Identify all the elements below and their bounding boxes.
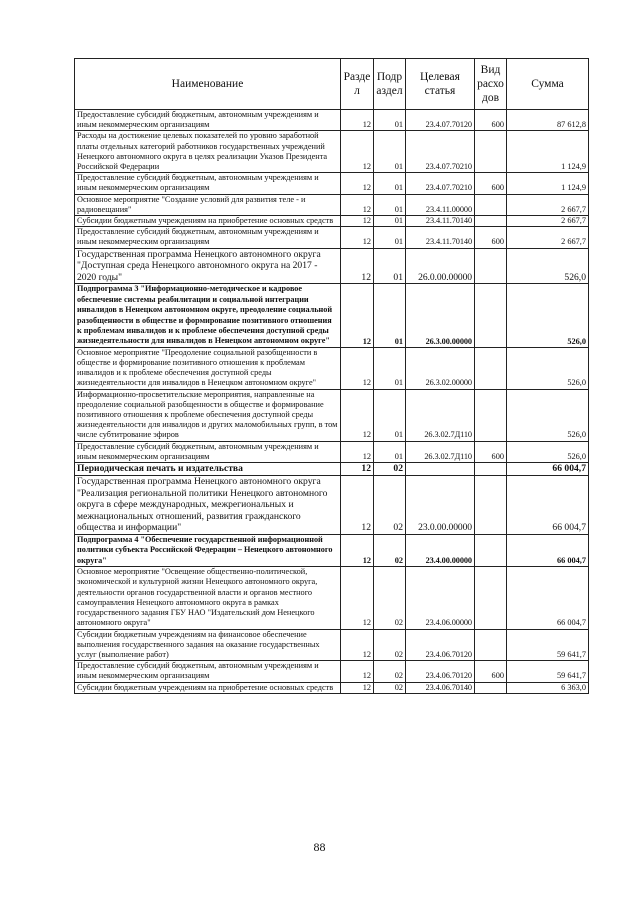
- header-subsection: Подр аздел: [374, 59, 406, 110]
- row-target-article: 23.4.06.70120: [406, 661, 475, 682]
- row-amount: 526,0: [507, 347, 589, 389]
- row-subsection: 02: [374, 463, 406, 476]
- row-section: 12: [341, 173, 374, 194]
- row-name: Информационно-просветительские мероприятия, направленные на преодоление социальной разобщенности в обществе и формирование позитивного отношения к проблеме обеспечения доступной среды жизнедеятельности для инвалидов и других маломобильных групп, в том числе субтитрование эфиров: [75, 389, 341, 441]
- row-expense-type: [475, 389, 507, 441]
- row-expense-type: [475, 682, 507, 693]
- row-name: Субсидии бюджетным учреждениям на приобретение основных средств: [75, 216, 341, 227]
- row-amount: 87 612,8: [507, 110, 589, 131]
- row-subsection: 01: [374, 110, 406, 131]
- row-name: Предоставление субсидий бюджетным, автономным учреждениям и иным некоммерческим организациям: [75, 661, 341, 682]
- row-name: Подпрограмма 4 "Обеспечение государственной информационной политики субъекта Российской Федерации – Ненецкого автономного округа": [75, 535, 341, 567]
- row-subsection: 01: [374, 194, 406, 215]
- row-amount: 66 004,7: [507, 463, 589, 476]
- table-row: [75, 661, 589, 682]
- row-section: 12: [341, 284, 374, 347]
- row-name: Субсидии бюджетным учреждениям на финансовое обеспечение выполнения государственного задания на оказание государственных услуг (выполнение работ): [75, 629, 341, 661]
- row-expense-type: 600: [475, 441, 507, 462]
- row-amount: 1 124,9: [507, 173, 589, 194]
- row-expense-type: 600: [475, 110, 507, 131]
- table-row: [75, 682, 589, 693]
- row-subsection: 01: [374, 173, 406, 194]
- row-section: 12: [341, 194, 374, 215]
- row-expense-type: [475, 347, 507, 389]
- row-expense-type: [475, 476, 507, 535]
- table-row: [75, 389, 589, 441]
- row-name: Государственная программа Ненецкого автономного округа "Реализация региональной политики Ненецкого автономного округа в сфере международных, межрегиональных и межнациональных отношений, развития гражданского общества и информации": [75, 476, 341, 535]
- row-target-article: 26.3.02.7Д110: [406, 441, 475, 462]
- row-name: Государственная программа Ненецкого автономного округа "Доступная среда Ненецкого автономного округа на 2017 - 2020 годы": [75, 248, 341, 284]
- row-expense-type: [475, 248, 507, 284]
- row-name: Предоставление субсидий бюджетным, автономным учреждениям и иным некоммерческим организациям: [75, 173, 341, 194]
- row-subsection: 01: [374, 441, 406, 462]
- row-target-article: 23.0.00.00000: [406, 476, 475, 535]
- row-amount: 526,0: [507, 389, 589, 441]
- budget-table: [74, 58, 589, 694]
- row-amount: 2 667,7: [507, 216, 589, 227]
- row-target-article: 23.4.11.00000: [406, 194, 475, 215]
- row-name: Периодическая печать и издательства: [75, 463, 341, 476]
- row-expense-type: 600: [475, 661, 507, 682]
- row-subsection: 02: [374, 476, 406, 535]
- row-section: 12: [341, 567, 374, 629]
- row-name: Предоставление субсидий бюджетным, автономным учреждениям и иным некоммерческим организациям: [75, 441, 341, 462]
- row-subsection: 01: [374, 131, 406, 173]
- row-section: 12: [341, 629, 374, 661]
- row-subsection: 02: [374, 682, 406, 693]
- row-amount: 66 004,7: [507, 535, 589, 567]
- table-row: [75, 629, 589, 661]
- row-expense-type: [475, 567, 507, 629]
- row-subsection: 01: [374, 248, 406, 284]
- header-amount: Сумма: [507, 59, 589, 110]
- header-expense-type: Вид расхо дов: [475, 59, 507, 110]
- table-row: [75, 284, 589, 347]
- table-row: [75, 347, 589, 389]
- row-name: Субсидии бюджетным учреждениям на приобретение основных средств: [75, 682, 341, 693]
- row-section: 12: [341, 441, 374, 462]
- row-section: 12: [341, 476, 374, 535]
- row-section: 12: [341, 661, 374, 682]
- row-subsection: 02: [374, 535, 406, 567]
- row-target-article: 26.3.02.7Д110: [406, 389, 475, 441]
- table-row: [75, 463, 589, 476]
- table-row: [75, 567, 589, 629]
- row-target-article: 23.4.06.70140: [406, 682, 475, 693]
- row-expense-type: [475, 131, 507, 173]
- table-row: [75, 110, 589, 131]
- row-section: 12: [341, 347, 374, 389]
- row-amount: 2 667,7: [507, 194, 589, 215]
- header-name: Наименование: [75, 59, 341, 110]
- table-header-row: [75, 59, 589, 110]
- row-subsection: 01: [374, 227, 406, 248]
- row-section: 12: [341, 216, 374, 227]
- row-target-article: 26.0.00.00000: [406, 248, 475, 284]
- row-target-article: 23.4.00.00000: [406, 535, 475, 567]
- row-expense-type: [475, 463, 507, 476]
- row-section: 12: [341, 248, 374, 284]
- row-section: 12: [341, 535, 374, 567]
- table-row: [75, 441, 589, 462]
- row-amount: 526,0: [507, 441, 589, 462]
- row-section: 12: [341, 389, 374, 441]
- row-section: 12: [341, 682, 374, 693]
- row-expense-type: [475, 535, 507, 567]
- row-target-article: 23.4.11.70140: [406, 216, 475, 227]
- row-target-article: 26.3.02.00000: [406, 347, 475, 389]
- table-row: [75, 535, 589, 567]
- header-section: Разде л: [341, 59, 374, 110]
- table-body: [75, 110, 589, 694]
- row-subsection: 02: [374, 629, 406, 661]
- row-expense-type: [475, 629, 507, 661]
- row-target-article: [406, 463, 475, 476]
- row-target-article: 23.4.07.70210: [406, 173, 475, 194]
- row-section: 12: [341, 463, 374, 476]
- row-target-article: 23.4.06.70120: [406, 629, 475, 661]
- row-name: Предоставление субсидий бюджетным, автономным учреждениям и иным некоммерческим организациям: [75, 110, 341, 131]
- row-amount: 526,0: [507, 284, 589, 347]
- row-expense-type: [475, 284, 507, 347]
- row-amount: 526,0: [507, 248, 589, 284]
- table-row: [75, 216, 589, 227]
- row-expense-type: 600: [475, 227, 507, 248]
- table-row: [75, 173, 589, 194]
- row-name: Подпрограмма 3 "Информационно-методическое и кадровое обеспечение системы реабилитации и социальной интеграции инвалидов в Ненецком автономном округе, преодоление социальной разобщенности в обществе и формирование позитивного отношения к проблемам инвалидов и к проблеме обеспечения доступной среды жизнедеятельности для инвалидов в Ненецком автономном округе": [75, 284, 341, 347]
- row-amount: 59 641,7: [507, 661, 589, 682]
- row-subsection: 01: [374, 284, 406, 347]
- row-subsection: 01: [374, 389, 406, 441]
- row-amount: 66 004,7: [507, 476, 589, 535]
- row-name: Основное мероприятие "Освещение общественно-политической, экономической и культурной жизни Ненецкого автономного округа, деятельности органов государственной власти и органов местного самоуправления Ненецкого автономного округа в рамках государственного задания ГБУ НАО "Издательский дом Ненецкого автономного округа": [75, 567, 341, 629]
- row-section: 12: [341, 227, 374, 248]
- document-page: [74, 58, 588, 694]
- table-row: [75, 248, 589, 284]
- row-subsection: 01: [374, 347, 406, 389]
- row-subsection: 01: [374, 216, 406, 227]
- row-target-article: 23.4.06.00000: [406, 567, 475, 629]
- page-number: 88: [313, 840, 326, 854]
- row-section: 12: [341, 131, 374, 173]
- row-subsection: 02: [374, 661, 406, 682]
- table-row: [75, 131, 589, 173]
- row-amount: 1 124,9: [507, 131, 589, 173]
- table-row: [75, 227, 589, 248]
- row-name: Основное мероприятие "Создание условий для развития теле - и радиовещания": [75, 194, 341, 215]
- row-name: Расходы на достижение целевых показателей по уровню заработной платы отдельных категорий работников государственных учреждений Ненецкого автономного округа в целях реализации Указов Президента Российской Федерации: [75, 131, 341, 173]
- table-row: [75, 194, 589, 215]
- row-expense-type: [475, 216, 507, 227]
- row-name: Предоставление субсидий бюджетным, автономным учреждениям и иным некоммерческим организациям: [75, 227, 341, 248]
- row-target-article: 26.3.00.00000: [406, 284, 475, 347]
- row-target-article: 23.4.11.70140: [406, 227, 475, 248]
- row-section: 12: [341, 110, 374, 131]
- table-row: [75, 476, 589, 535]
- header-target-article: Целевая статья: [406, 59, 475, 110]
- row-target-article: 23.4.07.70210: [406, 131, 475, 173]
- row-name: Основное мероприятие "Преодоление социальной разобщенности в обществе и формирование позитивного отношения к проблемам инвалидов и к проблеме обеспечения доступной среды жизнедеятельности для инвалидов в Ненецком автономном округе": [75, 347, 341, 389]
- row-expense-type: [475, 194, 507, 215]
- row-amount: 2 667,7: [507, 227, 589, 248]
- row-amount: 59 641,7: [507, 629, 589, 661]
- row-expense-type: 600: [475, 173, 507, 194]
- row-subsection: 02: [374, 567, 406, 629]
- row-target-article: 23.4.07.70120: [406, 110, 475, 131]
- row-amount: 6 363,0: [507, 682, 589, 693]
- row-amount: 66 004,7: [507, 567, 589, 629]
